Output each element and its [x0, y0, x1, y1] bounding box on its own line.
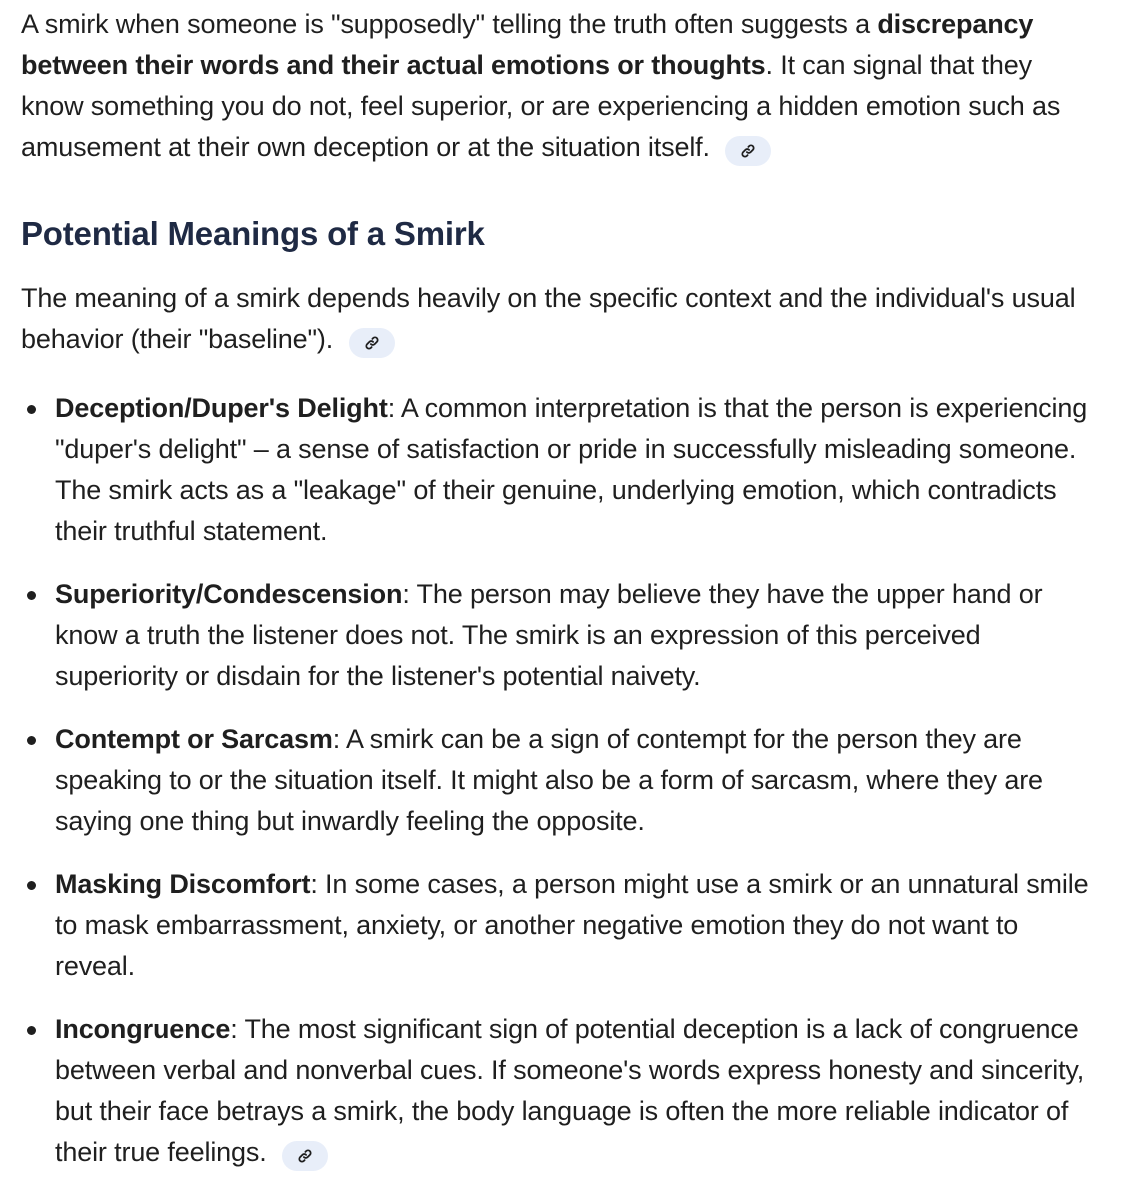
list-item — [21, 1009, 1090, 1173]
bullet-dot — [27, 591, 36, 600]
opening-paragraph — [21, 4, 1090, 168]
bullet-text: : In some cases, a person might use a smirk or an unnatural smile to mask embarrassment, anxiety, or another negative emotion they do not want to reveal. — [55, 869, 1089, 981]
bullet-term: Incongruence — [55, 1014, 231, 1044]
list-item — [21, 574, 1090, 697]
bullet-dot — [27, 881, 36, 890]
opening-bold-phrase: discrepancy between their words and their actual emotions or thoughts — [21, 9, 1034, 80]
bullet-term: Superiority/Condescension — [55, 579, 403, 609]
bullet-text: : The person may believe they have the upper hand or know a truth the listener does not. The smirk is an expression of this perceived superiority or disdain for the listener's potential naivety. — [55, 579, 1043, 691]
list-item — [21, 388, 1090, 552]
bullet-text: : The most significant sign of potential deception is a lack of congruence between verbal and nonverbal cues. If someone's words express honesty and sincerity, but their face betrays a smirk, the body language is often the more reliable indicator of their true feelings. — [55, 1014, 1085, 1167]
bullet-dot — [27, 736, 36, 745]
bullet-term: Contempt or Sarcasm — [55, 724, 333, 754]
bullet-text: : A smirk can be a sign of contempt for the person they are speaking to or the situation itself. It might also be a form of sarcasm, where they are saying one thing but inwardly feeling the opposite. — [55, 724, 1043, 836]
bullet-dot — [27, 405, 36, 414]
section-heading: Potential Meanings of a Smirk — [21, 215, 485, 252]
bullet-dot — [27, 1026, 36, 1035]
link-icon — [296, 1147, 314, 1165]
citation-chip[interactable] — [349, 328, 395, 358]
section-intro-text: The meaning of a smirk depends heavily on the specific context and the individual's usual behavior (their "baseline"). — [21, 283, 1076, 354]
list-item — [21, 864, 1090, 987]
list-item — [21, 719, 1090, 842]
opening-text-after: . It can signal that they know something you do not, feel superior, or are experiencing a hidden emotion such as amusement at their own deception or at the situation itself. — [21, 50, 1061, 162]
meanings-list — [21, 388, 1090, 1173]
bullet-term: Deception/Duper's Delight — [55, 393, 388, 423]
opening-text-before: A smirk when someone is "supposedly" telling the truth often suggests a — [21, 9, 878, 39]
citation-chip[interactable] — [282, 1141, 328, 1171]
bullet-term: Masking Discomfort — [55, 869, 311, 899]
bullet-text: : A common interpretation is that the person is experiencing "duper's delight" – a sense of satisfaction or pride in successfully misleading someone. The smirk acts as a "leakage" of their genuine, underlying emotion, which contradicts their truthful statement. — [55, 393, 1088, 546]
section-intro — [21, 278, 1090, 360]
link-icon — [739, 142, 757, 160]
link-icon — [363, 334, 381, 352]
citation-chip[interactable] — [725, 136, 771, 166]
